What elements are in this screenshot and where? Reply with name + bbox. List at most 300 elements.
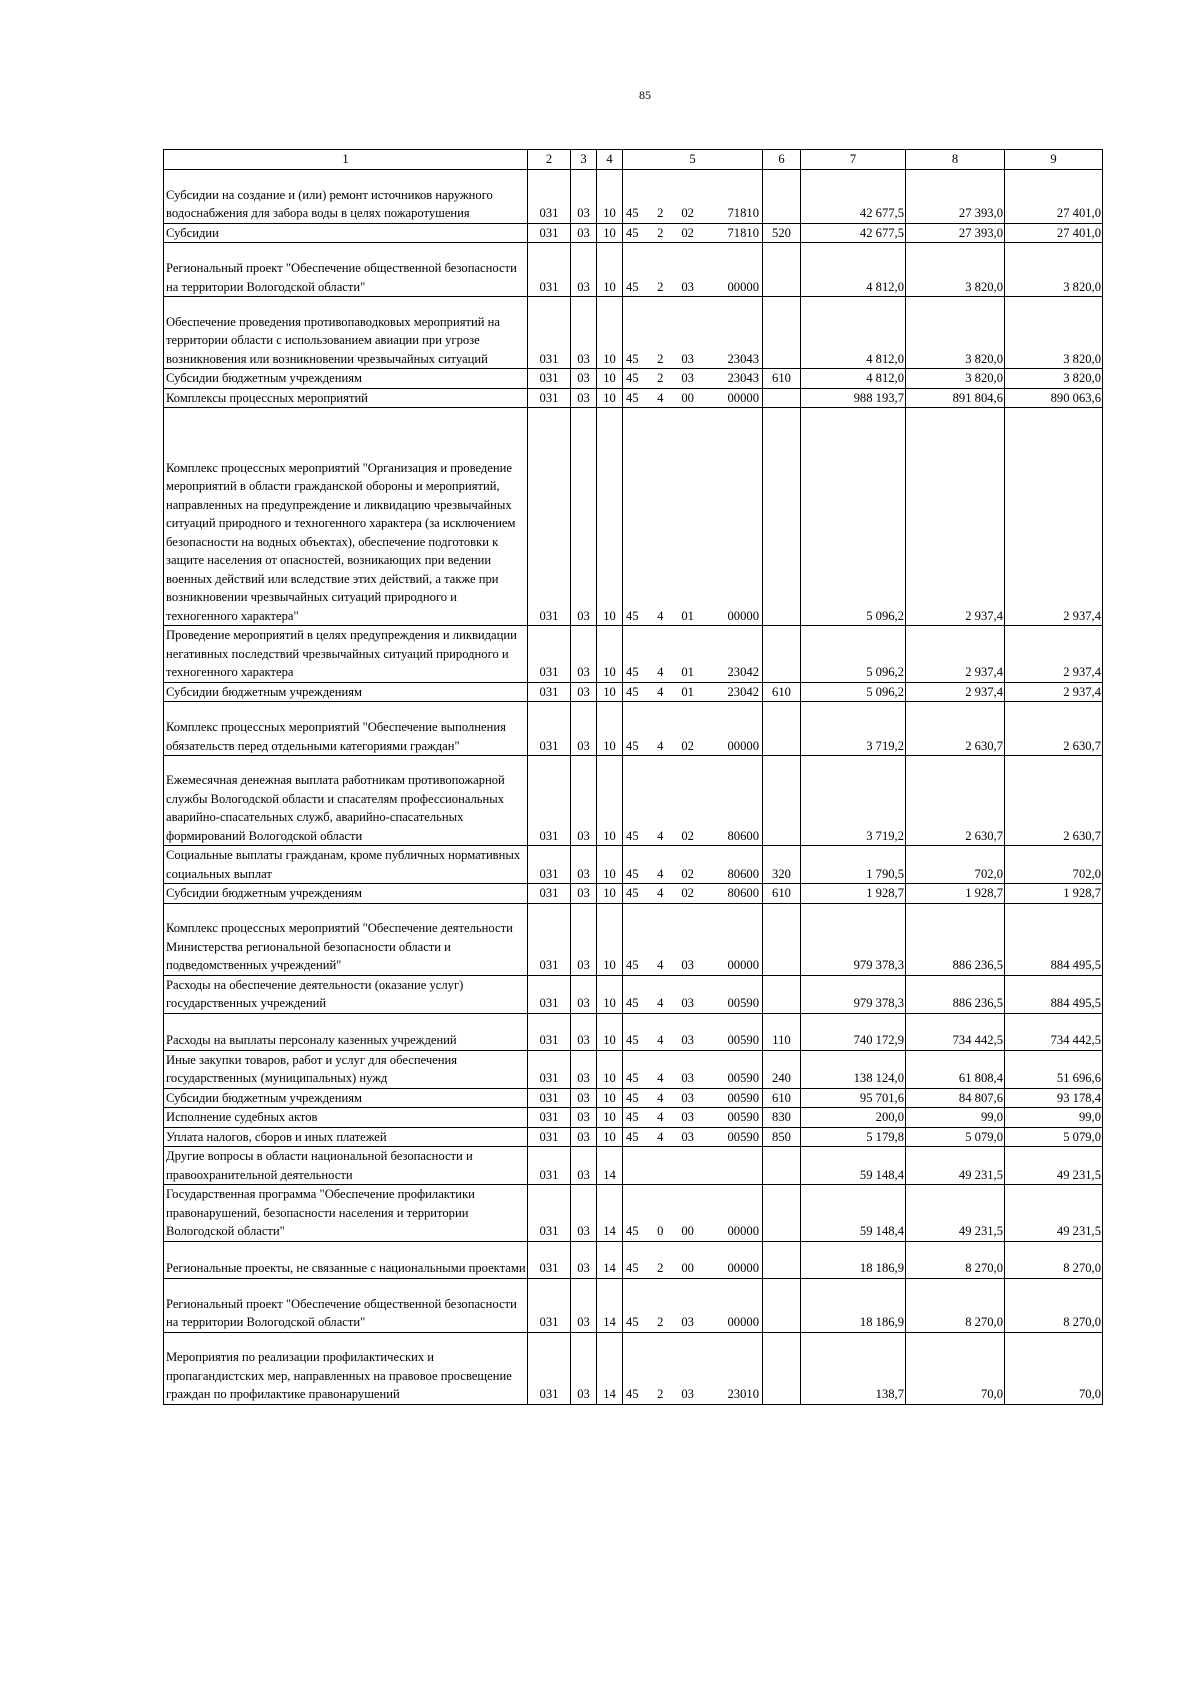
row-target-article xyxy=(623,1278,763,1332)
target-article-segment: 45 xyxy=(626,665,639,679)
target-article-segment: 4 xyxy=(657,665,664,679)
header-cell: 9 xyxy=(1005,150,1103,170)
table-row xyxy=(164,408,1103,626)
row-amount-col9: 99,0 xyxy=(1005,1108,1103,1128)
row-section-code: 03 xyxy=(571,243,597,297)
row-amount-col7: 5 096,2 xyxy=(801,682,906,702)
target-article-segment: 45 xyxy=(626,1071,639,1085)
row-amount-col7: 5 179,8 xyxy=(801,1127,906,1147)
table-row xyxy=(164,243,1103,297)
row-amount-col7: 59 148,4 xyxy=(801,1147,906,1185)
row-amount-col9: 702,0 xyxy=(1005,846,1103,884)
row-expense-type xyxy=(763,1278,801,1332)
row-name: Региональные проекты, не связанные с национальными проектами xyxy=(164,1241,528,1278)
row-subsection-code: 10 xyxy=(597,408,623,626)
row-admin-code: 031 xyxy=(528,297,571,369)
row-target-article xyxy=(623,1332,763,1404)
row-amount-col8: 2 630,7 xyxy=(906,702,1005,756)
target-article-segment: 00000 xyxy=(727,279,759,294)
row-amount-col7: 1 928,7 xyxy=(801,884,906,904)
row-amount-col9: 93 178,4 xyxy=(1005,1088,1103,1108)
row-expense-type xyxy=(763,626,801,683)
header-cell: 6 xyxy=(763,150,801,170)
row-target-article xyxy=(623,903,763,975)
target-article-segment: 45 xyxy=(626,1387,639,1401)
target-article-segment: 45 xyxy=(626,886,639,900)
row-subsection-code: 10 xyxy=(597,243,623,297)
header-cell: 1 xyxy=(164,150,528,170)
target-article-segment: 4 xyxy=(657,996,664,1010)
table-row xyxy=(164,682,1103,702)
row-name: Государственная программа "Обеспечение профилактики правонарушений, безопасности населения и территории Вологодской области" xyxy=(164,1185,528,1242)
row-amount-col8: 61 808,4 xyxy=(906,1050,1005,1088)
target-article-segment: 03 xyxy=(681,351,694,366)
row-admin-code: 031 xyxy=(528,975,571,1013)
row-amount-col7: 4 812,0 xyxy=(801,243,906,297)
target-article-segment: 45 xyxy=(626,351,639,366)
row-amount-col7: 42 677,5 xyxy=(801,223,906,243)
target-article-segment: 2 xyxy=(657,1315,664,1329)
row-amount-col7: 979 378,3 xyxy=(801,903,906,975)
row-expense-type: 610 xyxy=(763,1088,801,1108)
row-expense-type xyxy=(763,1241,801,1278)
row-expense-type xyxy=(763,297,801,369)
row-name: Комплексы процессных мероприятий xyxy=(164,388,528,408)
row-amount-col8: 2 937,4 xyxy=(906,626,1005,683)
row-target-article xyxy=(623,1013,763,1050)
row-amount-col7: 138,7 xyxy=(801,1332,906,1404)
row-admin-code: 031 xyxy=(528,702,571,756)
row-amount-col9: 27 401,0 xyxy=(1005,169,1103,223)
target-article-segment: 2 xyxy=(657,1387,664,1401)
row-amount-col9: 3 820,0 xyxy=(1005,369,1103,389)
target-article-segment: 03 xyxy=(681,1090,694,1105)
header-cell: 2 xyxy=(528,150,571,170)
row-section-code: 03 xyxy=(571,1332,597,1404)
row-section-code: 03 xyxy=(571,846,597,884)
row-amount-col7: 740 172,9 xyxy=(801,1013,906,1050)
row-expense-type xyxy=(763,975,801,1013)
row-subsection-code: 14 xyxy=(597,1241,623,1278)
target-article-segment: 00000 xyxy=(727,390,759,405)
target-article-segment: 02 xyxy=(681,886,694,900)
table-row xyxy=(164,903,1103,975)
target-article-segment: 45 xyxy=(626,738,639,753)
row-amount-col7: 18 186,9 xyxy=(801,1241,906,1278)
table-row xyxy=(164,169,1103,223)
target-article-segment: 00 xyxy=(681,390,694,405)
row-target-article xyxy=(623,1050,763,1088)
row-expense-type xyxy=(763,903,801,975)
row-section-code: 03 xyxy=(571,1241,597,1278)
row-name: Уплата налогов, сборов и иных платежей xyxy=(164,1127,528,1147)
row-section-code: 03 xyxy=(571,1127,597,1147)
target-article-segment: 03 xyxy=(681,371,694,385)
target-article-segment: 4 xyxy=(657,738,664,753)
table-row xyxy=(164,1147,1103,1185)
row-expense-type xyxy=(763,702,801,756)
target-article-segment: 03 xyxy=(681,1129,694,1144)
target-article-segment: 4 xyxy=(657,958,664,972)
row-name: Субсидии xyxy=(164,223,528,243)
target-article-segment: 00590 xyxy=(727,1129,759,1144)
header-row xyxy=(164,150,1103,170)
row-target-article xyxy=(623,1127,763,1147)
row-subsection-code: 14 xyxy=(597,1332,623,1404)
row-amount-col9: 3 820,0 xyxy=(1005,243,1103,297)
target-article-segment: 45 xyxy=(626,1033,639,1047)
table-row xyxy=(164,975,1103,1013)
row-expense-type xyxy=(763,169,801,223)
row-section-code: 03 xyxy=(571,903,597,975)
row-expense-type: 240 xyxy=(763,1050,801,1088)
target-article-segment: 45 xyxy=(626,390,639,405)
row-admin-code: 031 xyxy=(528,682,571,702)
target-article-segment: 03 xyxy=(681,1387,694,1401)
row-amount-col9: 49 231,5 xyxy=(1005,1147,1103,1185)
row-admin-code: 031 xyxy=(528,1241,571,1278)
row-admin-code: 031 xyxy=(528,1108,571,1128)
target-article-segment: 4 xyxy=(657,1110,664,1124)
table-row xyxy=(164,1088,1103,1108)
row-amount-col8: 2 937,4 xyxy=(906,408,1005,626)
row-target-article xyxy=(623,846,763,884)
row-name: Субсидии бюджетным учреждениям xyxy=(164,1088,528,1108)
header-cell: 5 xyxy=(623,150,763,170)
row-expense-type xyxy=(763,1185,801,1242)
table-row xyxy=(164,1241,1103,1278)
row-admin-code: 031 xyxy=(528,1278,571,1332)
row-admin-code: 031 xyxy=(528,846,571,884)
row-target-article xyxy=(623,756,763,846)
row-admin-code: 031 xyxy=(528,408,571,626)
header-cell: 4 xyxy=(597,150,623,170)
row-subsection-code: 10 xyxy=(597,1050,623,1088)
row-expense-type: 610 xyxy=(763,884,801,904)
target-article-segment: 23010 xyxy=(727,1387,759,1401)
target-article-segment: 4 xyxy=(657,684,664,699)
row-name: Обеспечение проведения противопаводковых мероприятий на территории области с использованием авиации при угрозе возникновения или возникновении чрезвычайных ситуаций xyxy=(164,297,528,369)
row-subsection-code: 10 xyxy=(597,975,623,1013)
row-target-article xyxy=(623,1088,763,1108)
target-article-segment: 45 xyxy=(626,684,639,699)
row-target-article xyxy=(623,626,763,683)
page-number: 85 xyxy=(639,88,651,102)
row-section-code: 03 xyxy=(571,1108,597,1128)
row-subsection-code: 10 xyxy=(597,297,623,369)
row-name: Комплекс процессных мероприятий "Обеспечение деятельности Министерства региональной безопасности области и подведомственных учреждений" xyxy=(164,903,528,975)
row-subsection-code: 10 xyxy=(597,169,623,223)
row-amount-col9: 5 079,0 xyxy=(1005,1127,1103,1147)
row-subsection-code: 10 xyxy=(597,369,623,389)
row-admin-code: 031 xyxy=(528,626,571,683)
target-article-segment: 02 xyxy=(681,206,694,220)
row-expense-type xyxy=(763,756,801,846)
target-article-segment: 00000 xyxy=(727,1261,759,1275)
target-article-segment: 45 xyxy=(626,279,639,294)
row-target-article xyxy=(623,884,763,904)
target-article-segment: 00590 xyxy=(727,1071,759,1085)
row-name: Региональный проект "Обеспечение общественной безопасности на территории Вологодской области" xyxy=(164,1278,528,1332)
target-article-segment: 4 xyxy=(657,608,664,623)
row-subsection-code: 10 xyxy=(597,626,623,683)
row-amount-col8: 27 393,0 xyxy=(906,223,1005,243)
row-admin-code: 031 xyxy=(528,1013,571,1050)
row-amount-col8: 734 442,5 xyxy=(906,1013,1005,1050)
target-article-segment: 00590 xyxy=(727,1090,759,1105)
row-expense-type xyxy=(763,408,801,626)
row-amount-col9: 884 495,5 xyxy=(1005,903,1103,975)
row-expense-type: 850 xyxy=(763,1127,801,1147)
target-article-segment: 71810 xyxy=(727,206,759,220)
target-article-segment: 00590 xyxy=(727,996,759,1010)
table-row xyxy=(164,626,1103,683)
row-target-article xyxy=(623,408,763,626)
row-expense-type: 830 xyxy=(763,1108,801,1128)
target-article-segment: 80600 xyxy=(727,866,759,881)
row-admin-code: 031 xyxy=(528,1050,571,1088)
target-article-segment: 03 xyxy=(681,279,694,294)
row-amount-col7: 95 701,6 xyxy=(801,1088,906,1108)
row-subsection-code: 10 xyxy=(597,1088,623,1108)
table-row xyxy=(164,1013,1103,1050)
table-row xyxy=(164,846,1103,884)
target-article-segment: 4 xyxy=(657,1071,664,1085)
target-article-segment: 45 xyxy=(626,1224,639,1238)
row-admin-code: 031 xyxy=(528,1088,571,1108)
row-admin-code: 031 xyxy=(528,169,571,223)
row-name: Другие вопросы в области национальной безопасности и правоохранительной деятельности xyxy=(164,1147,528,1185)
row-amount-col9: 1 928,7 xyxy=(1005,884,1103,904)
row-amount-col7: 200,0 xyxy=(801,1108,906,1128)
row-section-code: 03 xyxy=(571,682,597,702)
row-target-article xyxy=(623,297,763,369)
row-name: Субсидии бюджетным учреждениям xyxy=(164,369,528,389)
target-article-segment: 4 xyxy=(657,1129,664,1144)
row-expense-type: 520 xyxy=(763,223,801,243)
row-name: Ежемесячная денежная выплата работникам противопожарной службы Вологодской области и спасателям профессиональных аварийно-спасательных служб, аварийно-спасательных формирований Вологодской области xyxy=(164,756,528,846)
row-admin-code: 031 xyxy=(528,1147,571,1185)
row-admin-code: 031 xyxy=(528,1332,571,1404)
row-amount-col9: 884 495,5 xyxy=(1005,975,1103,1013)
row-amount-col9: 2 937,4 xyxy=(1005,408,1103,626)
row-amount-col9: 70,0 xyxy=(1005,1332,1103,1404)
table-row xyxy=(164,1332,1103,1404)
row-amount-col7: 4 812,0 xyxy=(801,297,906,369)
row-admin-code: 031 xyxy=(528,1185,571,1242)
row-amount-col8: 2 937,4 xyxy=(906,682,1005,702)
table-row xyxy=(164,702,1103,756)
row-amount-col9: 8 270,0 xyxy=(1005,1241,1103,1278)
header-cell: 8 xyxy=(906,150,1005,170)
row-amount-col7: 5 096,2 xyxy=(801,408,906,626)
row-amount-col8: 49 231,5 xyxy=(906,1185,1005,1242)
target-article-segment: 00000 xyxy=(727,608,759,623)
row-amount-col7: 3 719,2 xyxy=(801,756,906,846)
row-amount-col7: 138 124,0 xyxy=(801,1050,906,1088)
row-name: Субсидии бюджетным учреждениям xyxy=(164,682,528,702)
target-article-segment: 02 xyxy=(681,738,694,753)
row-subsection-code: 10 xyxy=(597,682,623,702)
row-amount-col7: 59 148,4 xyxy=(801,1185,906,1242)
target-article-segment: 45 xyxy=(626,996,639,1010)
row-admin-code: 031 xyxy=(528,756,571,846)
row-amount-col8: 8 270,0 xyxy=(906,1241,1005,1278)
row-amount-col8: 3 820,0 xyxy=(906,243,1005,297)
target-article-segment: 2 xyxy=(657,225,664,240)
target-article-segment: 4 xyxy=(657,390,664,405)
row-amount-col7: 5 096,2 xyxy=(801,626,906,683)
row-amount-col8: 27 393,0 xyxy=(906,169,1005,223)
row-name: Комплекс процессных мероприятий "Организация и проведение мероприятий в области гражданской обороны и мероприятий, направленных на предупреждение и ликвидацию чрезвычайных ситуаций природного и техногенного характера (за исключением безопасности на водных объектах), обеспечение подготовки к защите населения от опасностей, возникающих при ведении военных действий или вследствие этих действий, а также при возникновении чрезвычайных ситуаций природного и техногенного характера" xyxy=(164,408,528,626)
target-article-segment: 00000 xyxy=(727,1315,759,1329)
row-target-article xyxy=(623,702,763,756)
target-article-segment: 4 xyxy=(657,1033,664,1047)
row-expense-type: 110 xyxy=(763,1013,801,1050)
table-row xyxy=(164,1108,1103,1128)
row-subsection-code: 10 xyxy=(597,702,623,756)
row-section-code: 03 xyxy=(571,369,597,389)
row-amount-col7: 1 790,5 xyxy=(801,846,906,884)
row-section-code: 03 xyxy=(571,223,597,243)
row-subsection-code: 10 xyxy=(597,388,623,408)
row-amount-col8: 84 807,6 xyxy=(906,1088,1005,1108)
target-article-segment: 02 xyxy=(681,225,694,240)
row-section-code: 03 xyxy=(571,388,597,408)
row-subsection-code: 10 xyxy=(597,1108,623,1128)
row-expense-type: 610 xyxy=(763,369,801,389)
row-section-code: 03 xyxy=(571,1147,597,1185)
row-section-code: 03 xyxy=(571,884,597,904)
row-amount-col8: 3 820,0 xyxy=(906,297,1005,369)
table-row xyxy=(164,297,1103,369)
row-expense-type: 610 xyxy=(763,682,801,702)
row-name: Субсидии на создание и (или) ремонт источников наружного водоснабжения для забора воды в целях пожаротушения xyxy=(164,169,528,223)
row-name: Социальные выплаты гражданам, кроме публичных нормативных социальных выплат xyxy=(164,846,528,884)
row-amount-col7: 3 719,2 xyxy=(801,702,906,756)
target-article-segment: 45 xyxy=(626,958,639,972)
target-article-segment: 02 xyxy=(681,866,694,881)
row-section-code: 03 xyxy=(571,1278,597,1332)
target-article-segment: 00590 xyxy=(727,1033,759,1047)
row-section-code: 03 xyxy=(571,702,597,756)
row-subsection-code: 10 xyxy=(597,884,623,904)
row-target-article xyxy=(623,975,763,1013)
row-amount-col9: 2 630,7 xyxy=(1005,702,1103,756)
target-article-segment: 45 xyxy=(626,608,639,623)
row-target-article xyxy=(623,388,763,408)
row-admin-code: 031 xyxy=(528,388,571,408)
target-article-segment: 23043 xyxy=(727,371,759,385)
row-amount-col7: 42 677,5 xyxy=(801,169,906,223)
row-amount-col8: 2 630,7 xyxy=(906,756,1005,846)
table-row xyxy=(164,756,1103,846)
table-row xyxy=(164,388,1103,408)
row-amount-col7: 18 186,9 xyxy=(801,1278,906,1332)
row-amount-col9: 27 401,0 xyxy=(1005,223,1103,243)
row-amount-col7: 4 812,0 xyxy=(801,369,906,389)
target-article-segment: 4 xyxy=(657,866,664,881)
target-article-segment: 03 xyxy=(681,996,694,1010)
row-amount-col9: 8 270,0 xyxy=(1005,1278,1103,1332)
row-name: Исполнение судебных актов xyxy=(164,1108,528,1128)
target-article-segment: 4 xyxy=(657,1090,664,1105)
target-article-segment: 45 xyxy=(626,1090,639,1105)
table-row xyxy=(164,1127,1103,1147)
row-name: Субсидии бюджетным учреждениям xyxy=(164,884,528,904)
row-amount-col9: 2 937,4 xyxy=(1005,626,1103,683)
row-amount-col8: 5 079,0 xyxy=(906,1127,1005,1147)
row-target-article xyxy=(623,369,763,389)
row-name: Расходы на выплаты персоналу казенных учреждений xyxy=(164,1013,528,1050)
target-article-segment: 45 xyxy=(626,1261,639,1275)
row-target-article xyxy=(623,1185,763,1242)
target-article-segment: 4 xyxy=(657,886,664,900)
row-admin-code: 031 xyxy=(528,884,571,904)
row-section-code: 03 xyxy=(571,626,597,683)
target-article-segment: 71810 xyxy=(727,225,759,240)
target-article-segment: 2 xyxy=(657,351,664,366)
target-article-segment: 0 xyxy=(657,1224,664,1238)
row-amount-col8: 891 804,6 xyxy=(906,388,1005,408)
row-target-article xyxy=(623,1147,763,1185)
table-row xyxy=(164,1278,1103,1332)
row-amount-col8: 70,0 xyxy=(906,1332,1005,1404)
row-expense-type xyxy=(763,243,801,297)
row-expense-type xyxy=(763,1147,801,1185)
target-article-segment: 45 xyxy=(626,206,639,220)
row-amount-col8: 702,0 xyxy=(906,846,1005,884)
target-article-segment: 2 xyxy=(657,206,664,220)
row-section-code: 03 xyxy=(571,1185,597,1242)
target-article-segment: 00 xyxy=(681,1261,694,1275)
row-subsection-code: 10 xyxy=(597,756,623,846)
target-article-segment: 2 xyxy=(657,1261,664,1275)
row-admin-code: 031 xyxy=(528,243,571,297)
row-section-code: 03 xyxy=(571,169,597,223)
target-article-segment: 03 xyxy=(681,958,694,972)
header-cell: 7 xyxy=(801,150,906,170)
row-target-article xyxy=(623,1108,763,1128)
target-article-segment: 23043 xyxy=(727,351,759,366)
row-amount-col9: 49 231,5 xyxy=(1005,1185,1103,1242)
row-section-code: 03 xyxy=(571,1050,597,1088)
row-amount-col8: 1 928,7 xyxy=(906,884,1005,904)
row-amount-col9: 2 630,7 xyxy=(1005,756,1103,846)
row-section-code: 03 xyxy=(571,975,597,1013)
row-amount-col8: 49 231,5 xyxy=(906,1147,1005,1185)
table-row xyxy=(164,1050,1103,1088)
row-subsection-code: 10 xyxy=(597,903,623,975)
row-subsection-code: 14 xyxy=(597,1185,623,1242)
row-subsection-code: 14 xyxy=(597,1147,623,1185)
row-admin-code: 031 xyxy=(528,1127,571,1147)
target-article-segment: 45 xyxy=(626,1129,639,1144)
row-name: Комплекс процессных мероприятий "Обеспечение выполнения обязательств перед отдельными категориями граждан" xyxy=(164,702,528,756)
row-admin-code: 031 xyxy=(528,369,571,389)
row-subsection-code: 10 xyxy=(597,846,623,884)
row-expense-type xyxy=(763,1332,801,1404)
row-name: Мероприятия по реализации профилактических и пропагандистских мер, направленных на правовое просвещение граждан по профилактике правонарушений xyxy=(164,1332,528,1404)
row-target-article xyxy=(623,243,763,297)
row-name: Региональный проект "Обеспечение общественной безопасности на территории Вологодской области" xyxy=(164,243,528,297)
row-target-article xyxy=(623,682,763,702)
target-article-segment: 01 xyxy=(681,608,694,623)
table-row xyxy=(164,223,1103,243)
row-target-article xyxy=(623,223,763,243)
target-article-segment: 45 xyxy=(626,828,639,843)
target-article-segment: 00590 xyxy=(727,1110,759,1124)
